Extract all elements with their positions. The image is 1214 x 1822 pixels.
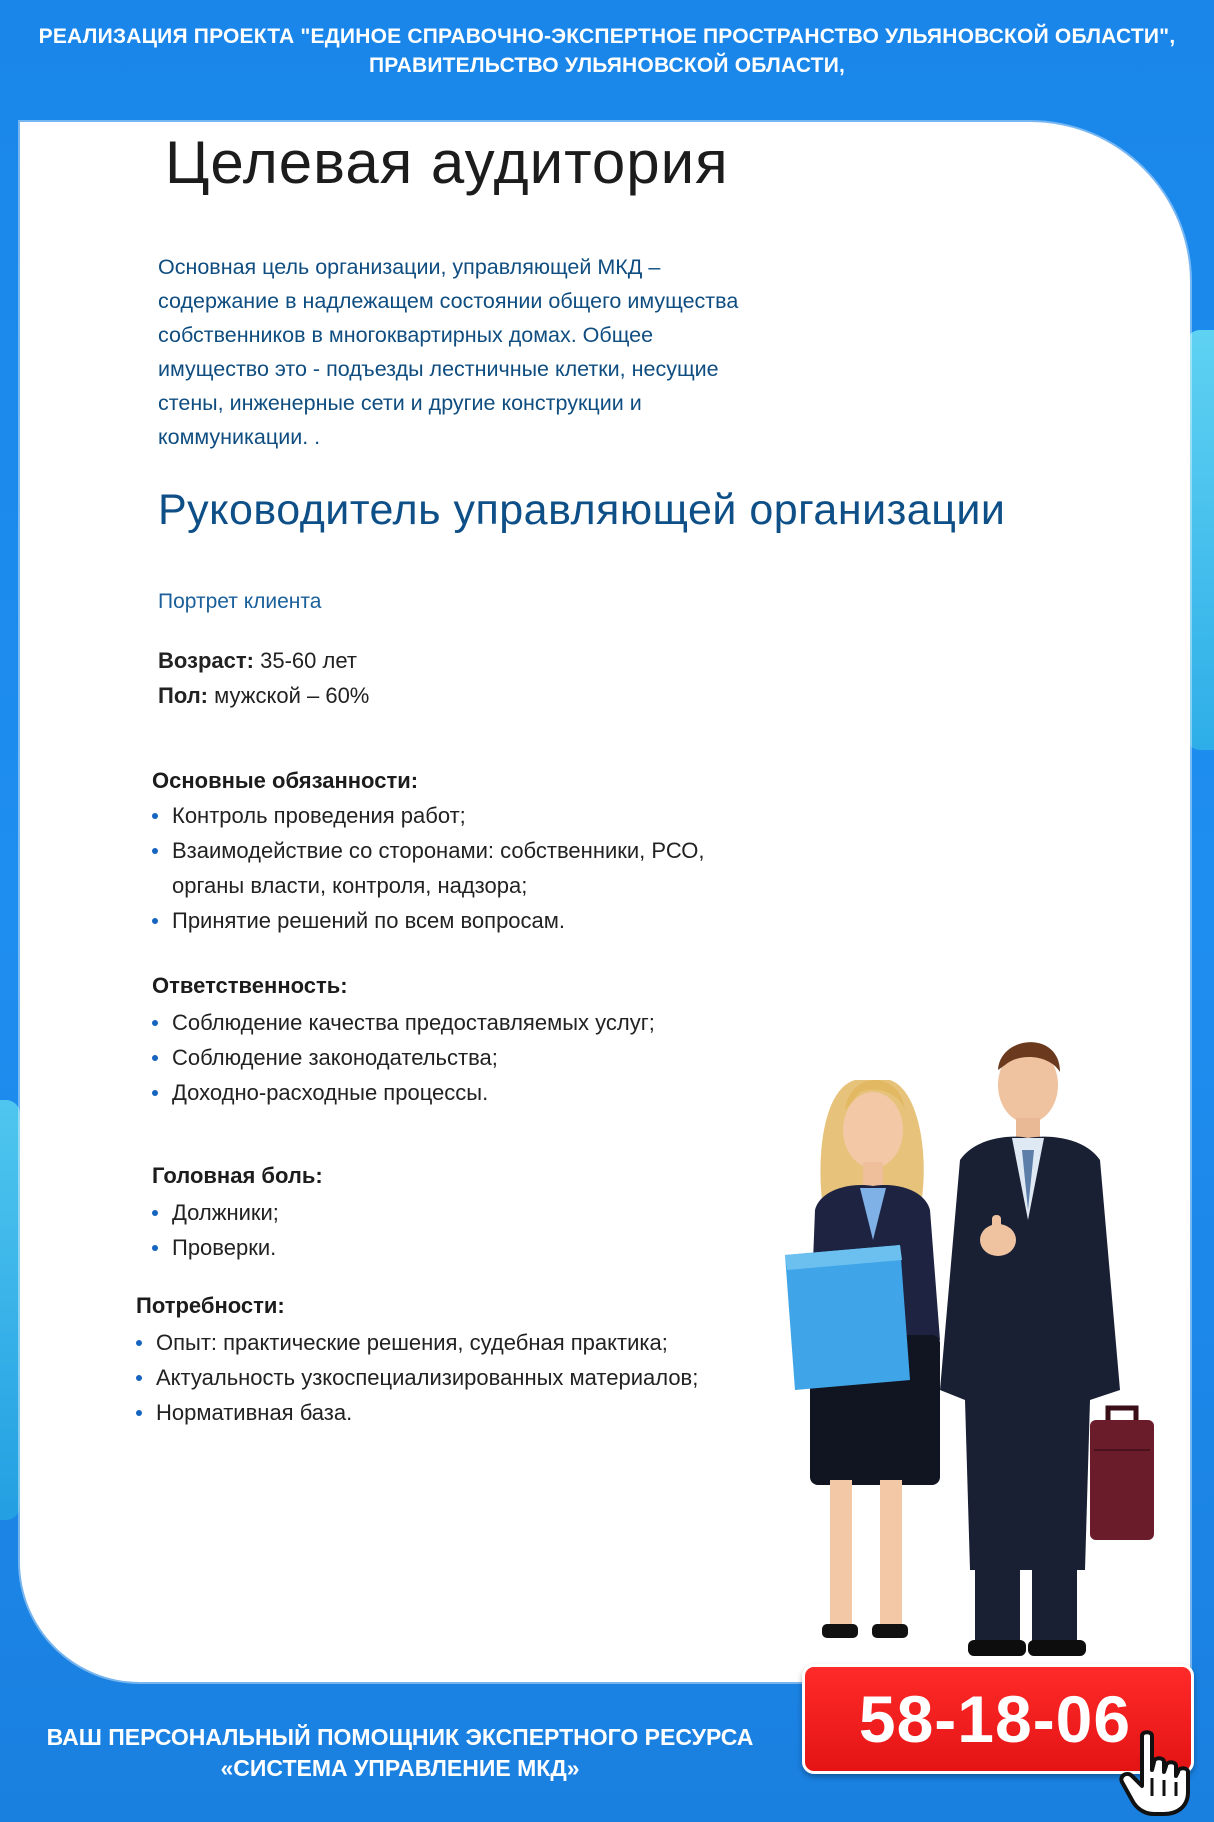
portrait-label: Портрет клиента — [158, 590, 322, 613]
business-people-illustration — [760, 1010, 1180, 1660]
age-label: Возраст: — [158, 648, 254, 673]
section-subheading: Руководитель управляющей организации — [158, 486, 1006, 534]
duties-title: Основные обязанности: — [152, 768, 419, 793]
page-title: Целевая аудитория — [165, 129, 729, 196]
phone-number: 58-18-06 — [858, 1682, 1132, 1756]
gender-row — [158, 683, 369, 709]
gender-value: мужской – 60% — [214, 683, 370, 708]
list-item: Должники; — [150, 1195, 550, 1230]
gender-label: Пол: — [158, 683, 209, 708]
intro-paragraph: Основная цель организации, управляющей МКД – содержание в надлежащем состоянии общего имущества собственников в многоквартирных домах. Общее имущество это - подъезды лестничные клетки, несущие стены, инженерные сети и другие конструкции и коммуникации. . — [158, 255, 739, 449]
list-item: Контроль проведения работ; — [150, 798, 730, 833]
needs-title: Потребности: — [136, 1293, 285, 1318]
responsibility-title: Ответственность: — [152, 973, 348, 998]
footer-line-1: ВАШ ПЕРСОНАЛЬНЫЙ ПОМОЩНИК ЭКСПЕРТНОГО РЕСУРСА — [46, 1724, 754, 1750]
footer-line-2: «СИСТЕМА УПРАВЛЕНИЕ МКД» — [220, 1755, 580, 1781]
footer-slogan — [0, 1722, 800, 1784]
list-item: Соблюдение качества предоставляемых услуг; — [150, 1005, 770, 1040]
man-figure — [940, 1042, 1154, 1656]
decorative-cyan-strip-right — [1186, 330, 1214, 750]
list-item: Проверки. — [150, 1230, 550, 1265]
list-item: Нормативная база. — [134, 1395, 794, 1430]
list-item: Принятие решений по всем вопросам. — [150, 903, 730, 938]
duties-list — [150, 798, 730, 938]
header-title — [0, 22, 1214, 80]
age-row — [158, 648, 357, 674]
needs-list — [134, 1325, 794, 1430]
responsibility-list — [150, 1005, 770, 1110]
list-item: Опыт: практические решения, судебная практика; — [134, 1325, 794, 1360]
headache-title: Головная боль: — [152, 1163, 323, 1188]
woman-figure — [785, 1080, 940, 1638]
list-item: Соблюдение законодательства; — [150, 1040, 770, 1075]
list-item: Доходно-расходные процессы. — [150, 1075, 770, 1110]
list-item: Взаимодействие со сторонами: собственники, РСО, органы власти, контроля, надзора; — [150, 833, 730, 903]
age-value: 35-60 лет — [260, 648, 357, 673]
pointing-hand-cursor-icon — [1118, 1730, 1194, 1816]
decorative-cyan-strip-left — [0, 1100, 20, 1520]
header-title-line-1: РЕАЛИЗАЦИЯ ПРОЕКТА "ЕДИНОЕ СПРАВОЧНО-ЭКСПЕРТНОЕ ПРОСТРАНСТВО УЛЬЯНОВСКОЙ ОБЛАСТИ", — [38, 25, 1176, 48]
header-title-line-2: ПРАВИТЕЛЬСТВО УЛЬЯНОВСКОЙ ОБЛАСТИ, — [368, 54, 846, 77]
headache-list — [150, 1195, 550, 1265]
list-item: Актуальность узкоспециализированных материалов; — [134, 1360, 794, 1395]
